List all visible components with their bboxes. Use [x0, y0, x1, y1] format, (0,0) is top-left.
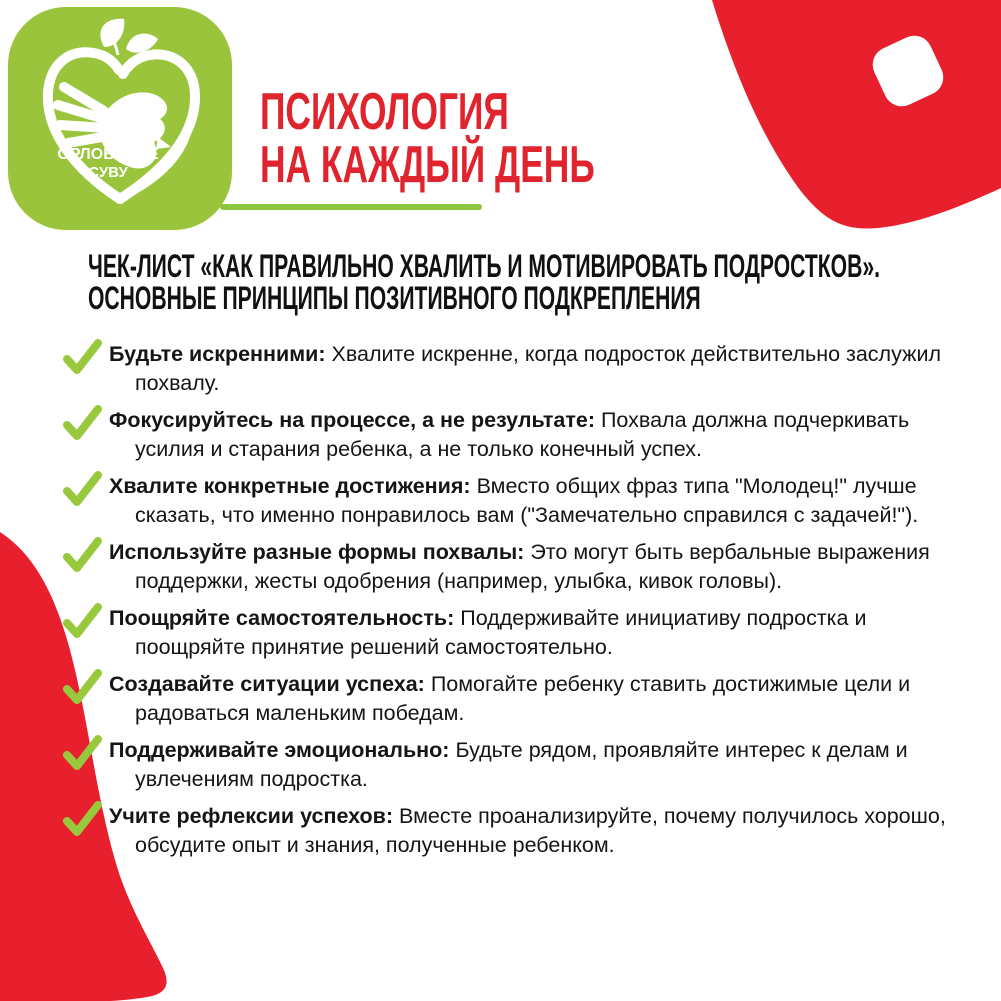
page-title-line1: ПСИХОЛОГИЯ: [260, 83, 509, 141]
item-text: Похвала должна подчеркивать усилия и старания ребенка, а не только конечный успех.: [135, 408, 910, 461]
section-heading-line1: ЧЕК-ЛИСТ «КАК ПРАВИЛЬНО ХВАЛИТЬ И МОТИВИРОВАТЬ ПОДРОСТКОВ».: [88, 248, 880, 284]
item-lead: Используйте разные формы похвалы:: [109, 540, 525, 564]
logo-org-name: ОРЛОВСКОЕ: [57, 146, 159, 163]
item-lead: Фокусируйтесь на процессе, а не результате:: [109, 408, 595, 432]
checklist-item: [62, 604, 948, 661]
checkmark-icon: [62, 602, 102, 640]
item-lead: Поддерживайте эмоционально:: [109, 738, 450, 762]
page-title-line2: НА КАЖДЫЙ ДЕНЬ: [260, 136, 595, 194]
checkmark-icon: [62, 734, 102, 772]
item-text: Помогайте ребенку ставить достижимые цели и радоваться маленьким победам.: [135, 672, 911, 725]
checklist-item: [62, 472, 948, 529]
red-corner-shape-top-right: [712, 0, 1001, 229]
checkmark-icon: [62, 404, 102, 442]
checkmark-icon: [62, 668, 102, 706]
checkmark-icon: [62, 536, 102, 574]
item-text: Поддерживайте инициативу подростка и поощряйте принятие решений самостоятельно.: [135, 606, 867, 659]
section-heading-line2: ОСНОВНЫЕ ПРИНЦИПЫ ПОЗИТИВНОГО ПОДКРЕПЛЕНИЯ: [88, 280, 701, 316]
checklist-item: [62, 802, 948, 859]
checklist-item: [62, 670, 948, 727]
item-lead: Поощряйте самостоятельность:: [109, 606, 455, 630]
section-heading: [88, 250, 1001, 314]
item-text: Будьте рядом, проявляйте интерес к делам и увлечениям подростка.: [135, 738, 908, 791]
item-text: Хвалите искренне, когда подросток действительно заслужил похвалу.: [135, 342, 942, 395]
checklist-item: [62, 538, 948, 595]
checklist-item: [62, 406, 948, 463]
checkmark-icon: [62, 338, 102, 376]
item-lead: Хвалите конкретные достижения:: [109, 474, 471, 498]
item-lead: Учите рефлексии успехов:: [109, 804, 394, 828]
page-title: [260, 83, 752, 194]
checkmark-icon: [62, 800, 102, 838]
title-underline: [220, 204, 482, 210]
checklist: [62, 340, 948, 868]
logo-org-abbr: СУВУ: [88, 164, 128, 181]
item-text: Вместо общих фраз типа "Молодец!" лучше сказать, что именно понравилось вам ("Замечательно справился с задачей!").: [135, 474, 919, 527]
orlovskoe-suvu-logo: [8, 7, 232, 230]
checklist-item: [62, 340, 948, 397]
item-lead: Создавайте ситуации успеха:: [109, 672, 425, 696]
item-lead: Будьте искренними:: [109, 342, 326, 366]
item-text: Это могут быть вербальные выражения поддержки, жесты одобрения (например, улыбка, кивок головы).: [135, 540, 930, 593]
checkmark-icon: [62, 470, 102, 508]
checklist-item: [62, 736, 948, 793]
item-text: Вместе проанализируйте, почему получилось хорошо, обсудите опыт и знания, полученные ребенком.: [135, 804, 946, 857]
